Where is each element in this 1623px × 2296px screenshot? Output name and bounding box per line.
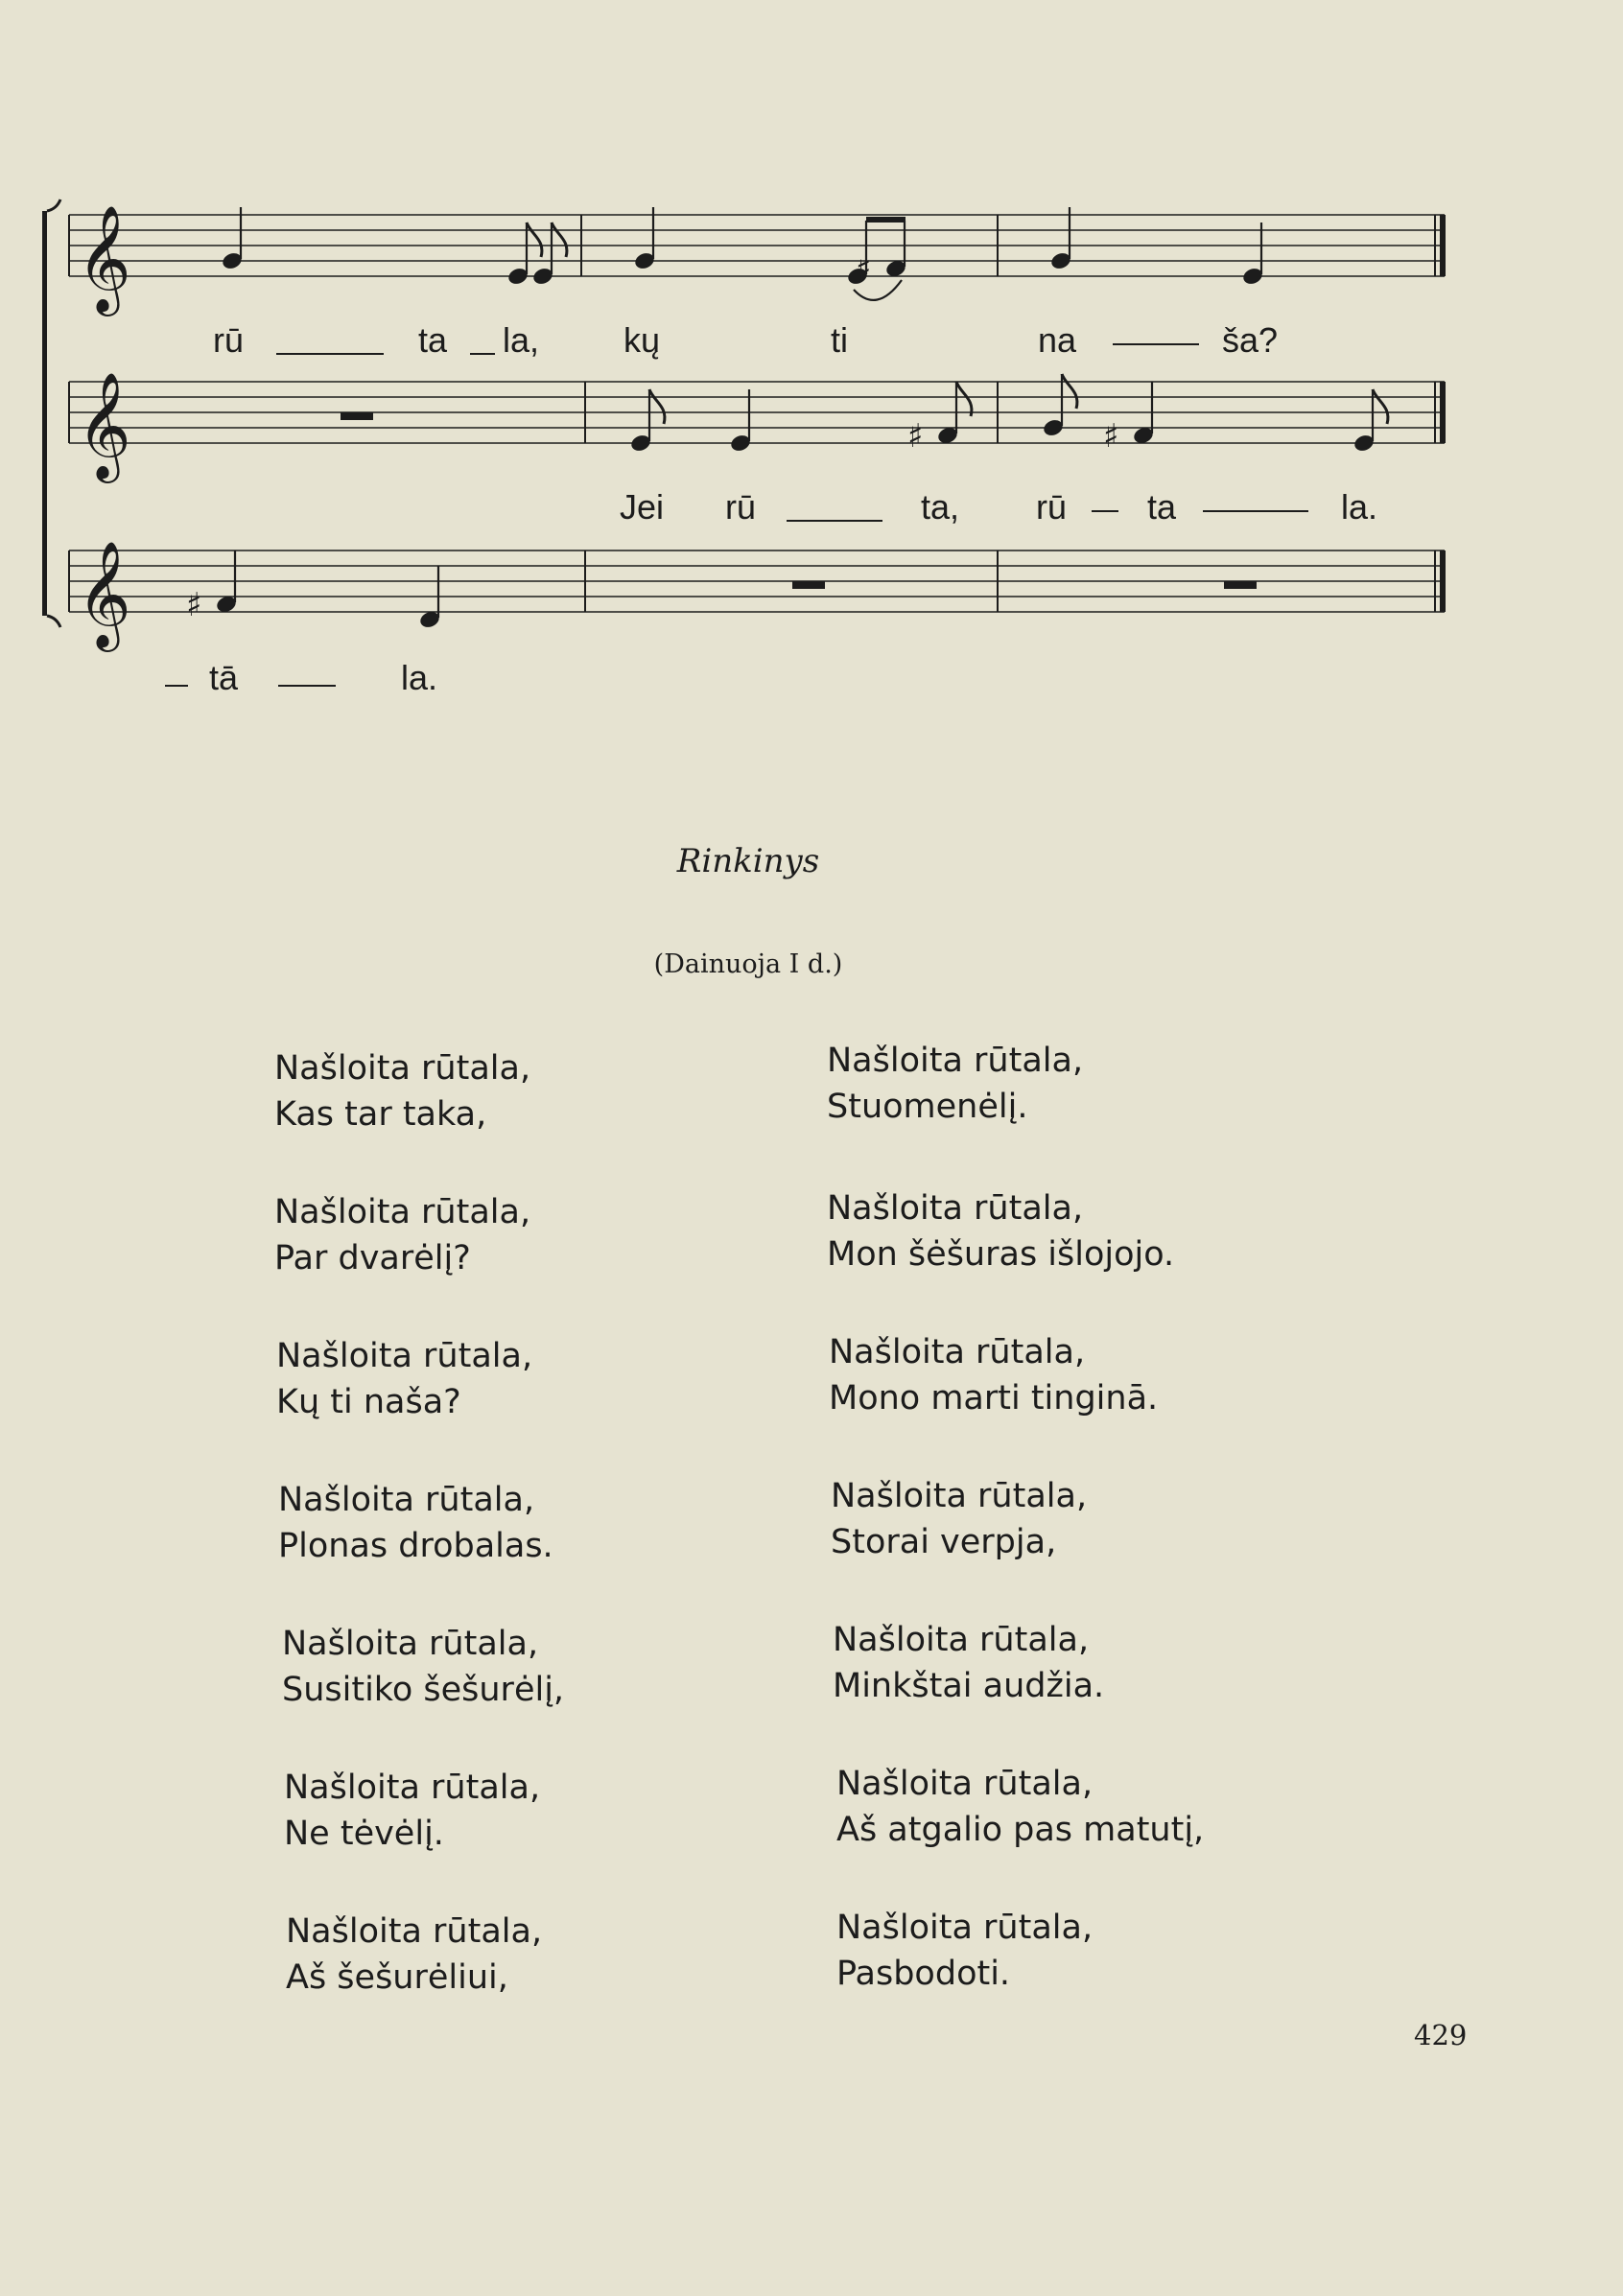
- lyric-syllable: la.: [401, 658, 438, 697]
- sharp-sign: ♯: [907, 417, 924, 456]
- verse-line: Našloita rūtala,: [833, 1621, 1090, 1659]
- verse-stanza: [833, 1617, 1104, 1709]
- verse-line: Našloita rūtala,: [831, 1477, 1088, 1515]
- verse-line: Plonas drobalas.: [278, 1527, 553, 1565]
- lyric-extender: [278, 685, 336, 687]
- lyric-syllable: ti: [831, 320, 848, 360]
- verse-line: Našloita rūtala,: [836, 1765, 1094, 1803]
- verse-line: Našloita rūtala,: [836, 1909, 1094, 1947]
- verse-stanza: [827, 1185, 1174, 1277]
- verse-line: Kų ti naša?: [276, 1383, 461, 1421]
- sharp-sign: ♯: [186, 586, 202, 624]
- lyric-syllable: ta: [418, 320, 448, 360]
- lyric-hyphen: [1092, 510, 1118, 512]
- final-barline-thick: [1440, 382, 1446, 443]
- verse-line: Našloita rūtala,: [282, 1625, 539, 1663]
- note-flag: [1062, 374, 1077, 409]
- music-score: [0, 0, 1623, 729]
- page-number: 429: [1414, 2019, 1468, 2051]
- verse-stanza: [276, 1333, 532, 1425]
- verse-line: Našloita rūtala,: [829, 1333, 1086, 1371]
- lyric-syllable: rū: [213, 320, 245, 360]
- section-title: Rinkinys: [676, 842, 820, 880]
- lyric-extender: [276, 353, 384, 355]
- lyric-hyphen: [470, 353, 495, 355]
- lyric-syllable: la.: [1341, 487, 1378, 527]
- note-flag: [552, 223, 567, 257]
- verse-line: Mono marti tinginā.: [829, 1379, 1159, 1417]
- verse-line: Našloita rūtala,: [274, 1049, 531, 1088]
- verse-stanza: [836, 1761, 1204, 1853]
- verse-line: Ne tėvėlį.: [284, 1815, 444, 1853]
- note-flag: [1373, 389, 1388, 424]
- verse-line: Našloita rūtala,: [274, 1193, 531, 1231]
- note-beam: [866, 217, 906, 223]
- lyric-syllable: Jei: [620, 487, 665, 527]
- lyric-syllable: ta,: [921, 487, 960, 527]
- treble-clef: 𝄞: [77, 371, 131, 479]
- lyric-syllable: tā: [209, 658, 239, 697]
- verse-line: Kas tar taka,: [274, 1095, 487, 1134]
- whole-rest: [1224, 581, 1257, 589]
- verse-line: Našloita rūtala,: [276, 1337, 533, 1375]
- lyric-syllable: rū: [1036, 487, 1068, 527]
- verse-line: Našloita rūtala,: [827, 1042, 1084, 1080]
- whole-rest: [792, 581, 825, 589]
- verse-line: Našloita rūtala,: [286, 1912, 543, 1951]
- system-bracket: [42, 211, 47, 616]
- lyric-syllable: la,: [503, 320, 540, 360]
- verse-line: Pasbodoti.: [836, 1955, 1011, 1993]
- sharp-sign: ♯: [856, 250, 872, 289]
- sharp-sign: ♯: [1103, 417, 1119, 456]
- verse-stanza: [278, 1477, 553, 1569]
- lyric-syllable: rū: [725, 487, 757, 527]
- lyric-extender: [1113, 343, 1199, 345]
- verse-line: Minkštai audžia.: [833, 1667, 1105, 1705]
- bracket-hook: [47, 616, 60, 627]
- bracket-hook: [47, 199, 60, 211]
- lyric-syllable: na: [1038, 320, 1077, 360]
- lyric-extender: [787, 520, 882, 522]
- verse-line: Stuomenėlį.: [827, 1088, 1028, 1126]
- final-barline-thick: [1440, 551, 1446, 612]
- verse-line: Našloita rūtala,: [827, 1189, 1084, 1228]
- verse-line: Našloita rūtala,: [284, 1769, 541, 1807]
- verse-line: Mon šėšuras išlojojo.: [827, 1235, 1175, 1274]
- verse-stanza: [836, 1905, 1093, 1997]
- verse-stanza: [827, 1038, 1083, 1130]
- lyric-extender: [1203, 510, 1308, 512]
- verse-stanza: [831, 1473, 1087, 1565]
- section-subtitle: (Dainuoja I d.): [653, 949, 843, 979]
- lyric-syllable: ša?: [1222, 320, 1279, 360]
- verse-stanza: [284, 1765, 540, 1857]
- note-flag: [956, 382, 972, 416]
- lyric-syllable: ta: [1147, 487, 1177, 527]
- note-flag: [527, 223, 542, 257]
- verse-line: Par dvarėlį?: [274, 1239, 471, 1277]
- note-flag: [649, 389, 665, 424]
- verse-line: Susitiko šešurėlį,: [282, 1671, 565, 1709]
- whole-rest: [341, 412, 373, 420]
- lyric-syllable: kų: [623, 320, 661, 360]
- verse-line: Aš šešurėliui,: [286, 1958, 508, 1997]
- verse-stanza: [282, 1621, 564, 1713]
- verse-line: Aš atgalio pas matutį,: [836, 1811, 1205, 1849]
- verse-stanza: [829, 1329, 1158, 1421]
- verse-stanza: [274, 1045, 530, 1137]
- verse-stanza: [274, 1189, 530, 1281]
- treble-clef: 𝄞: [77, 204, 131, 312]
- verse-line: Storai verpja,: [831, 1523, 1057, 1561]
- verse-stanza: [286, 1909, 542, 2001]
- lyric-hyphen: [165, 685, 188, 687]
- treble-clef: 𝄞: [77, 540, 131, 647]
- final-barline-thick: [1440, 215, 1446, 276]
- verse-line: Našloita rūtala,: [278, 1481, 535, 1519]
